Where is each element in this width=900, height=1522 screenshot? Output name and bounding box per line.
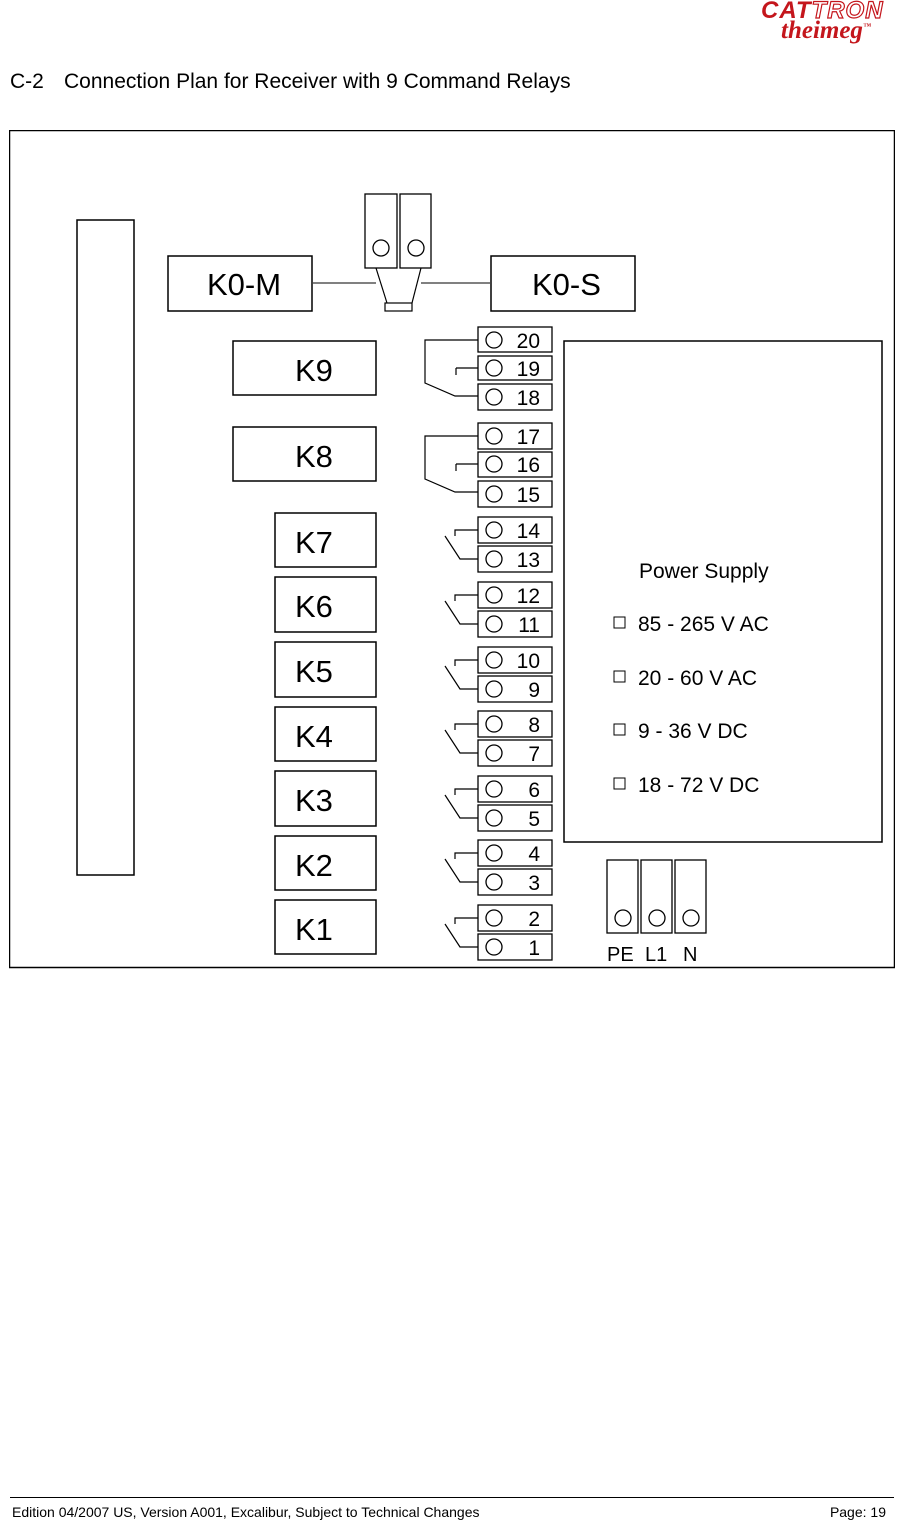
relay-label-k8: K8 — [295, 439, 333, 474]
checkbox-20-60vac — [614, 671, 625, 682]
k0-terminals — [313, 194, 490, 311]
relay-label-k6: K6 — [295, 589, 333, 624]
normally-open-contacts — [445, 530, 478, 947]
terminal-number-15: 15 — [516, 484, 540, 507]
terminal-number-7: 7 — [528, 743, 540, 766]
logo-text-theimeg: theimeg — [781, 17, 863, 44]
checkbox-9-36vdc — [614, 724, 625, 735]
power-option-85-265vac: 85 - 265 V AC — [638, 613, 769, 636]
logo-text-tron: TRON — [811, 0, 884, 24]
terminal-number-8: 8 — [528, 714, 540, 737]
connector-strip — [77, 220, 134, 875]
power-option-20-60vac: 20 - 60 V AC — [638, 667, 758, 690]
footer-page-number: Page: 19 — [829, 1504, 886, 1520]
section-number: C-2 — [10, 70, 44, 93]
connection-plan-diagram — [9, 130, 895, 969]
relay-label-k0s: K0-S — [532, 267, 601, 302]
footer-divider — [10, 1497, 894, 1498]
terminal-label-pe: PE — [607, 944, 634, 966]
power-supply-box — [564, 341, 882, 842]
terminal-blocks — [478, 327, 552, 960]
relay-label-k0m: K0-M — [207, 267, 282, 302]
terminal-number-1: 1 — [528, 937, 540, 960]
terminal-number-20: 20 — [516, 330, 540, 353]
power-supply-title: Power Supply — [639, 560, 769, 583]
relay-label-k2: K2 — [295, 848, 333, 883]
relay-label-k4: K4 — [295, 719, 333, 754]
relay-label-k3: K3 — [295, 783, 333, 818]
terminal-number-9: 9 — [528, 679, 540, 702]
power-option-18-72vdc: 18 - 72 V DC — [638, 774, 760, 797]
terminal-number-4: 4 — [528, 843, 540, 866]
cattron-theimeg-logo — [755, 0, 900, 46]
logo-tm: ™ — [862, 21, 871, 31]
terminal-number-17: 17 — [516, 426, 540, 449]
terminal-number-5: 5 — [528, 808, 540, 831]
terminal-number-11: 11 — [518, 614, 540, 637]
power-option-9-36vdc: 9 - 36 V DC — [638, 720, 748, 743]
terminal-number-14: 14 — [516, 520, 540, 543]
terminal-number-16: 16 — [516, 454, 540, 477]
mains-terminals — [607, 860, 706, 933]
terminal-number-3: 3 — [528, 872, 540, 895]
logo-text-cat: CAT — [761, 0, 812, 24]
relay-label-k1: K1 — [295, 912, 333, 947]
checkbox-85-265vac — [614, 617, 625, 628]
terminal-number-10: 10 — [516, 650, 540, 673]
terminal-number-12: 12 — [516, 585, 540, 608]
terminal-number-13: 13 — [516, 549, 540, 572]
section-title: Connection Plan for Receiver with 9 Command Relays — [64, 70, 571, 93]
terminal-label-n: N — [683, 944, 698, 966]
checkbox-18-72vdc — [614, 778, 625, 789]
terminal-label-l1: L1 — [645, 944, 668, 966]
terminal-number-18: 18 — [516, 387, 540, 410]
relay-label-k5: K5 — [295, 654, 333, 689]
terminal-number-2: 2 — [528, 908, 540, 931]
terminal-number-19: 19 — [516, 358, 540, 381]
section-heading — [10, 70, 571, 94]
relay-label-k9: K9 — [295, 353, 333, 388]
changeover-contacts — [425, 340, 478, 492]
relay-label-k7: K7 — [295, 525, 333, 560]
terminal-number-6: 6 — [528, 779, 540, 802]
footer-edition: Edition 04/2007 US, Version A001, Excalibur, Subject to Technical Changes — [12, 1504, 480, 1520]
